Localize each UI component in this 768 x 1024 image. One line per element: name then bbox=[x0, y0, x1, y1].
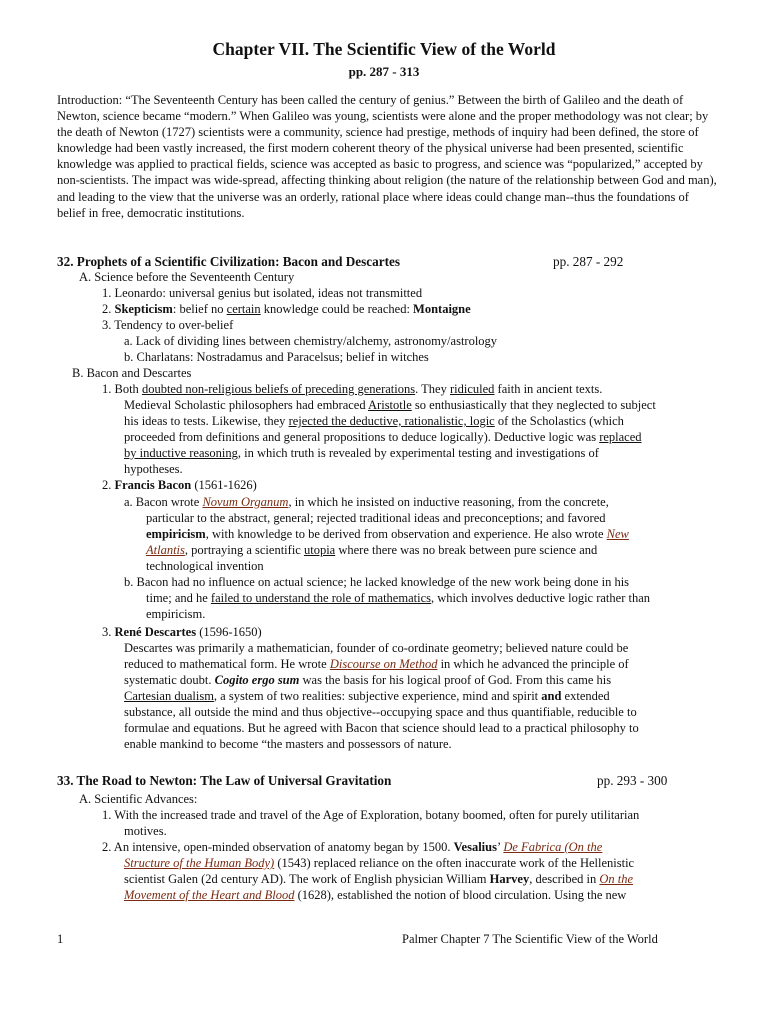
page-number: 1 bbox=[57, 932, 64, 946]
outline-line: Descartes was primarily a mathematician, founder of co-ordinate geometry; believed nature could be bbox=[124, 641, 629, 655]
outline-item: A. Scientific Advances: bbox=[79, 792, 198, 806]
outline-line: by inductive reasoning, in which truth is revealed by experimental testing and investigations of bbox=[124, 446, 599, 460]
outline-item: B. Bacon and Descartes bbox=[72, 366, 192, 380]
outline-item: 2. Francis Bacon (1561-1626) bbox=[102, 478, 257, 492]
section-32-heading: 32. Prophets of a Scientific Civilization: Bacon and Descartes bbox=[57, 254, 400, 269]
outline-item: a. Bacon wrote Novum Organum, in which he insisted on inductive reasoning, from the concrete, bbox=[124, 495, 609, 509]
outline-line: enable mankind to become “the masters and possessors of nature. bbox=[124, 737, 452, 751]
outline-line: particular to the abstract, general; rejected traditional ideas and preconceptions; and favored bbox=[146, 511, 606, 525]
outline-item: A. Science before the Seventeenth Century bbox=[79, 270, 295, 284]
outline-item: 1. Leonardo: universal genius but isolated, ideas not transmitted bbox=[102, 286, 423, 300]
outline-line: Movement of the Heart and Blood (1628), established the notion of blood circulation. Using the new bbox=[124, 888, 627, 902]
outline-line: technological invention bbox=[146, 559, 264, 573]
outline-line: substance, all outside the mind and thus objective--occupying space and thus quantifiable, reducible to bbox=[124, 705, 637, 719]
introduction-paragraph: Introduction: “The Seventeenth Century has been called the century of genius.” Between the birth of Galileo and the death of Newton, science became “modern.” When Galileo was young, scientists were alone and the proper methodology was not clear; by the death of Newton (1727) scientists were a community, science had prestige, methods of inquiry had been defined, the store of knowledge had been vastly increased, the first modern coherent theory of the physical universe had been presented, scientific knowledge was applied to practical fields, science was accepted as basic to progress, and science was “popularized,” accepted by non-scientists. The impact was wide-spread, affecting thinking about religion (the nature of the relationship between God and man), and leading to the view that the universe was an orderly, rational place where ideas could change man--thus the foundations of belief in free, democratic institutions. bbox=[57, 93, 717, 220]
outline-item: 3. René Descartes (1596-1650) bbox=[102, 625, 262, 639]
outline-line: scientist Galen (2d century AD). The work of English physician William Harvey, described in On the bbox=[124, 872, 634, 886]
outline-line: time; and he failed to understand the role of mathematics, which involves deductive logic rather than bbox=[146, 591, 651, 605]
outline-line: hypotheses. bbox=[124, 462, 183, 476]
running-footer: Palmer Chapter 7 The Scientific View of the World bbox=[402, 932, 658, 946]
outline-line: empiricism, with knowledge to be derived from observation and experience. He also wrote New bbox=[146, 527, 629, 541]
outline-line: systematic doubt. Cogito ergo sum was the basis for his logical proof of God. From this came his bbox=[124, 673, 612, 687]
outline-item: 3. Tendency to over-belief bbox=[102, 318, 234, 332]
outline-item: b. Charlatans: Nostradamus and Paracelsus; belief in witches bbox=[124, 350, 429, 364]
outline-line: empiricism. bbox=[146, 607, 206, 621]
outline-line: Structure of the Human Body) (1543) replaced reliance on the often inaccurate work of the Hellenistic bbox=[124, 856, 635, 870]
outline-line: Cartesian dualism, a system of two realities: subjective experience, mind and spirit and extended bbox=[124, 689, 610, 703]
outline-item: b. Bacon had no influence on actual science; he lacked knowledge of the new work being done in his bbox=[124, 575, 630, 589]
outline-line: formulae and equations. But he agreed with Bacon that science should lead to a practical philosophy to bbox=[124, 721, 639, 735]
outline-line: motives. bbox=[124, 824, 167, 838]
outline-item: 1. Both doubted non-religious beliefs of preceding generations. They ridiculed faith in ancient texts. bbox=[102, 382, 603, 396]
section-33-pages: pp. 293 - 300 bbox=[597, 773, 668, 788]
outline-item: 2. An intensive, open-minded observation of anatomy began by 1500. Vesalius’ De Fabrica (On the bbox=[102, 840, 603, 854]
outline-line: Atlantis, portraying a scientific utopia where there was no break between pure science and bbox=[146, 543, 598, 557]
chapter-page-range: pp. 287 - 313 bbox=[348, 64, 420, 79]
section-33-heading: 33. The Road to Newton: The Law of Universal Gravitation bbox=[57, 773, 392, 788]
outline-item: 2. Skepticism: belief no certain knowledge could be reached: Montaigne bbox=[102, 302, 471, 316]
outline-line: Medieval Scholastic philosophers had embraced Aristotle so enthusiastically that they neglected to subject bbox=[124, 398, 656, 412]
chapter-title: Chapter VII. The Scientific View of the World bbox=[212, 39, 556, 59]
outline-line: proceeded from definitions and general propositions to deduce logically). Deductive logic was replaced bbox=[124, 430, 642, 444]
outline-line: his ideas to tests. Likewise, they rejected the deductive, rationalistic, logic of the Scholastics (which bbox=[124, 414, 624, 428]
section-32-pages: pp. 287 - 292 bbox=[553, 254, 624, 269]
outline-item: 1. With the increased trade and travel of the Age of Exploration, botany boomed, often for purely utilitarian bbox=[102, 808, 640, 822]
outline-item: a. Lack of dividing lines between chemistry/alchemy, astronomy/astrology bbox=[124, 334, 498, 348]
outline-line: reduced to mathematical form. He wrote Discourse on Method in which he advanced the principle of bbox=[124, 657, 629, 671]
